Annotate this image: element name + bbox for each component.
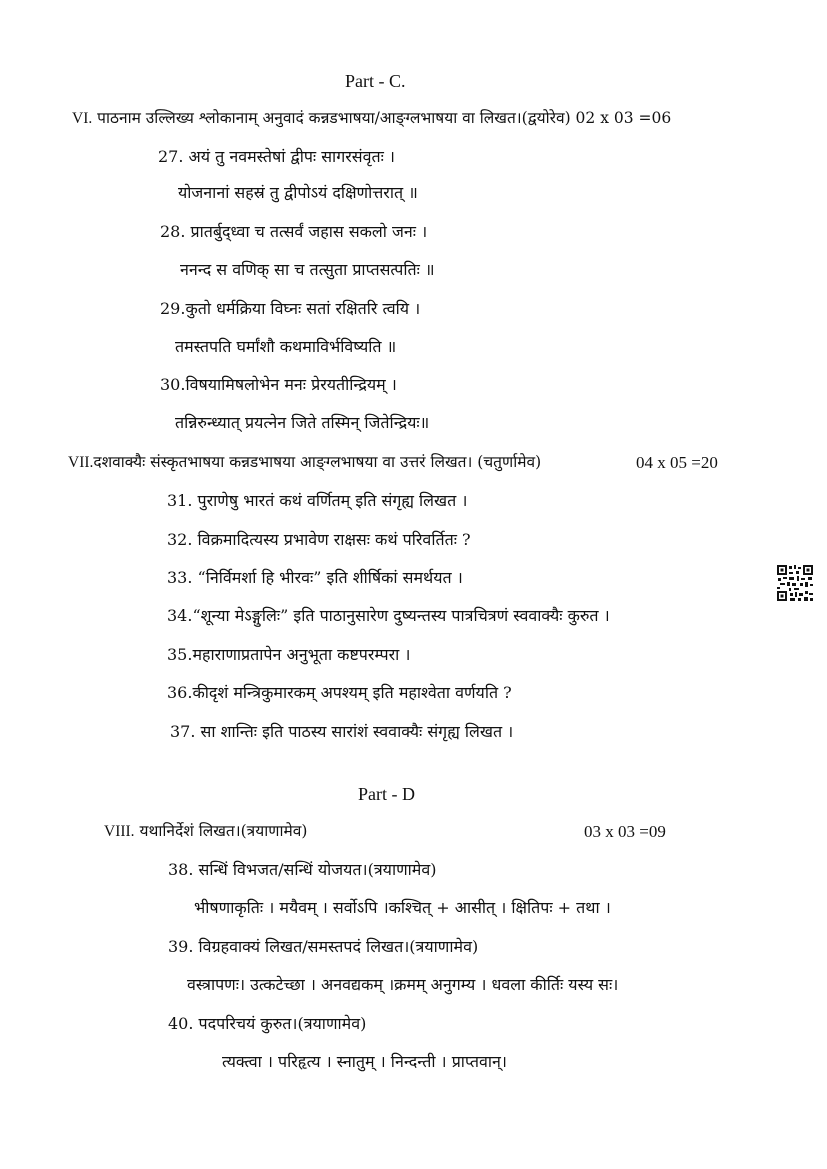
q40-items: त्यक्त्वा । परिहृत्य । स्नातुम् । निन्दन्ती । प्राप्तवान्। [222,1052,507,1071]
q27-line-1: 27. अयं तु नवमस्तेषां द्वीपः सागरसंवृतः । [158,147,395,166]
question-vii-number: VII. [68,454,94,471]
q38: 38. सन्धिं विभजत/सन्धिं योजयत।(त्रयाणामेव) [168,860,437,879]
q27-line-2: योजनानां सहस्रं तु द्वीपोऽयं दक्षिणोत्तरात् ॥ [178,183,418,202]
q39-items: वस्त्रापणः। उत्कटेच्छा । अनवद्यकम् ।क्रमम् अनुगम्य । धवला कीर्तिः यस्य सः। [187,975,619,994]
q39: 39. विग्रहवाक्यं लिखत/समस्तपदं लिखत।(त्रयाणामेव) [168,937,479,956]
q28-line-2: ननन्द स वणिक् सा च तत्सुता प्राप्तसत्पतिः ॥ [180,260,435,279]
question-viii [104,821,307,842]
qr-code-icon [776,564,814,602]
q36: 36.कीदृशं मन्त्रिकुमारकम् अपश्यम् इति महाश्वेता वर्णयति ? [167,683,512,702]
question-vii [68,452,541,473]
q40: 40. पदपरिचयं कुरुत।(त्रयाणामेव) [168,1014,367,1033]
question-vi [72,108,671,129]
q29-line-2: तमस्तपति घर्मांशौ कथमाविर्भविष्यति ॥ [175,337,397,356]
question-viii-number: VIII. [104,823,135,840]
question-vii-text: दशवाक्यैः संस्कृतभाषया कन्नडभाषया आङ्ग्लभाषया वा उत्तरं लिखत। (चतुर्णामेव) [93,453,542,471]
question-vii-marks: 04 x 05 =20 [636,453,718,472]
q35: 35.महाराणाप्रतापेन अनुभूता कष्टपरम्परा । [167,645,411,664]
question-viii-text: यथानिर्देशं लिखत।(त्रयाणामेव) [139,822,308,840]
question-vi-text: पाठनाम उल्लिख्य श्लोकानाम् अनुवादं कन्नडभाषया/आङ्ग्लभाषया वा लिखत।(द्वयोरेव) 02 x 03 =06 [97,109,672,127]
q38-items: भीषणाकृतिः । मयैवम् । सर्वोऽपि ।कश्चित् + आसीत् । क्षितिपः + तथा । [194,898,611,917]
part-c-title: Part - C. [345,71,406,91]
q31: 31. पुराणेषु भारतं कथं वर्णितम् इति संगृह्य लिखत । [167,491,468,510]
question-vi-number: VI. [72,110,93,127]
q29-line-1: 29.कुतो धर्मक्रिया विघ्नः सतां रक्षितरि त्वयि । [160,299,421,318]
q33: 33. “निर्विमर्शा हि भीरवः” इति शीर्षिकां समर्थयत । [167,568,463,587]
q30-line-2: तन्निरुन्ध्यात् प्रयत्नेन जिते तस्मिन् जितेन्द्रियः॥ [175,413,430,432]
part-d-title: Part - D [358,784,415,804]
q28-line-1: 28. प्रातर्बुद्ध्वा च तत्सर्वं जहास सकलो जनः । [160,222,428,241]
q32: 32. विक्रमादित्यस्य प्रभावेण राक्षसः कथं परिवर्तितः ? [167,530,471,549]
q37: 37. सा शान्तिः इति पाठस्य सारांशं स्ववाक्यैः संगृह्य लिखत । [170,722,514,741]
q30-line-1: 30.विषयामिषलोभेन मनः प्रेरयतीन्द्रियम् । [160,375,397,394]
question-viii-marks: 03 x 03 =09 [584,822,666,841]
q34: 34.“शून्या मेऽङ्गुलिः” इति पाठानुसारेण दुष्यन्तस्य पात्रचित्रणं स्ववाक्यैः कुरुत । [167,606,610,625]
